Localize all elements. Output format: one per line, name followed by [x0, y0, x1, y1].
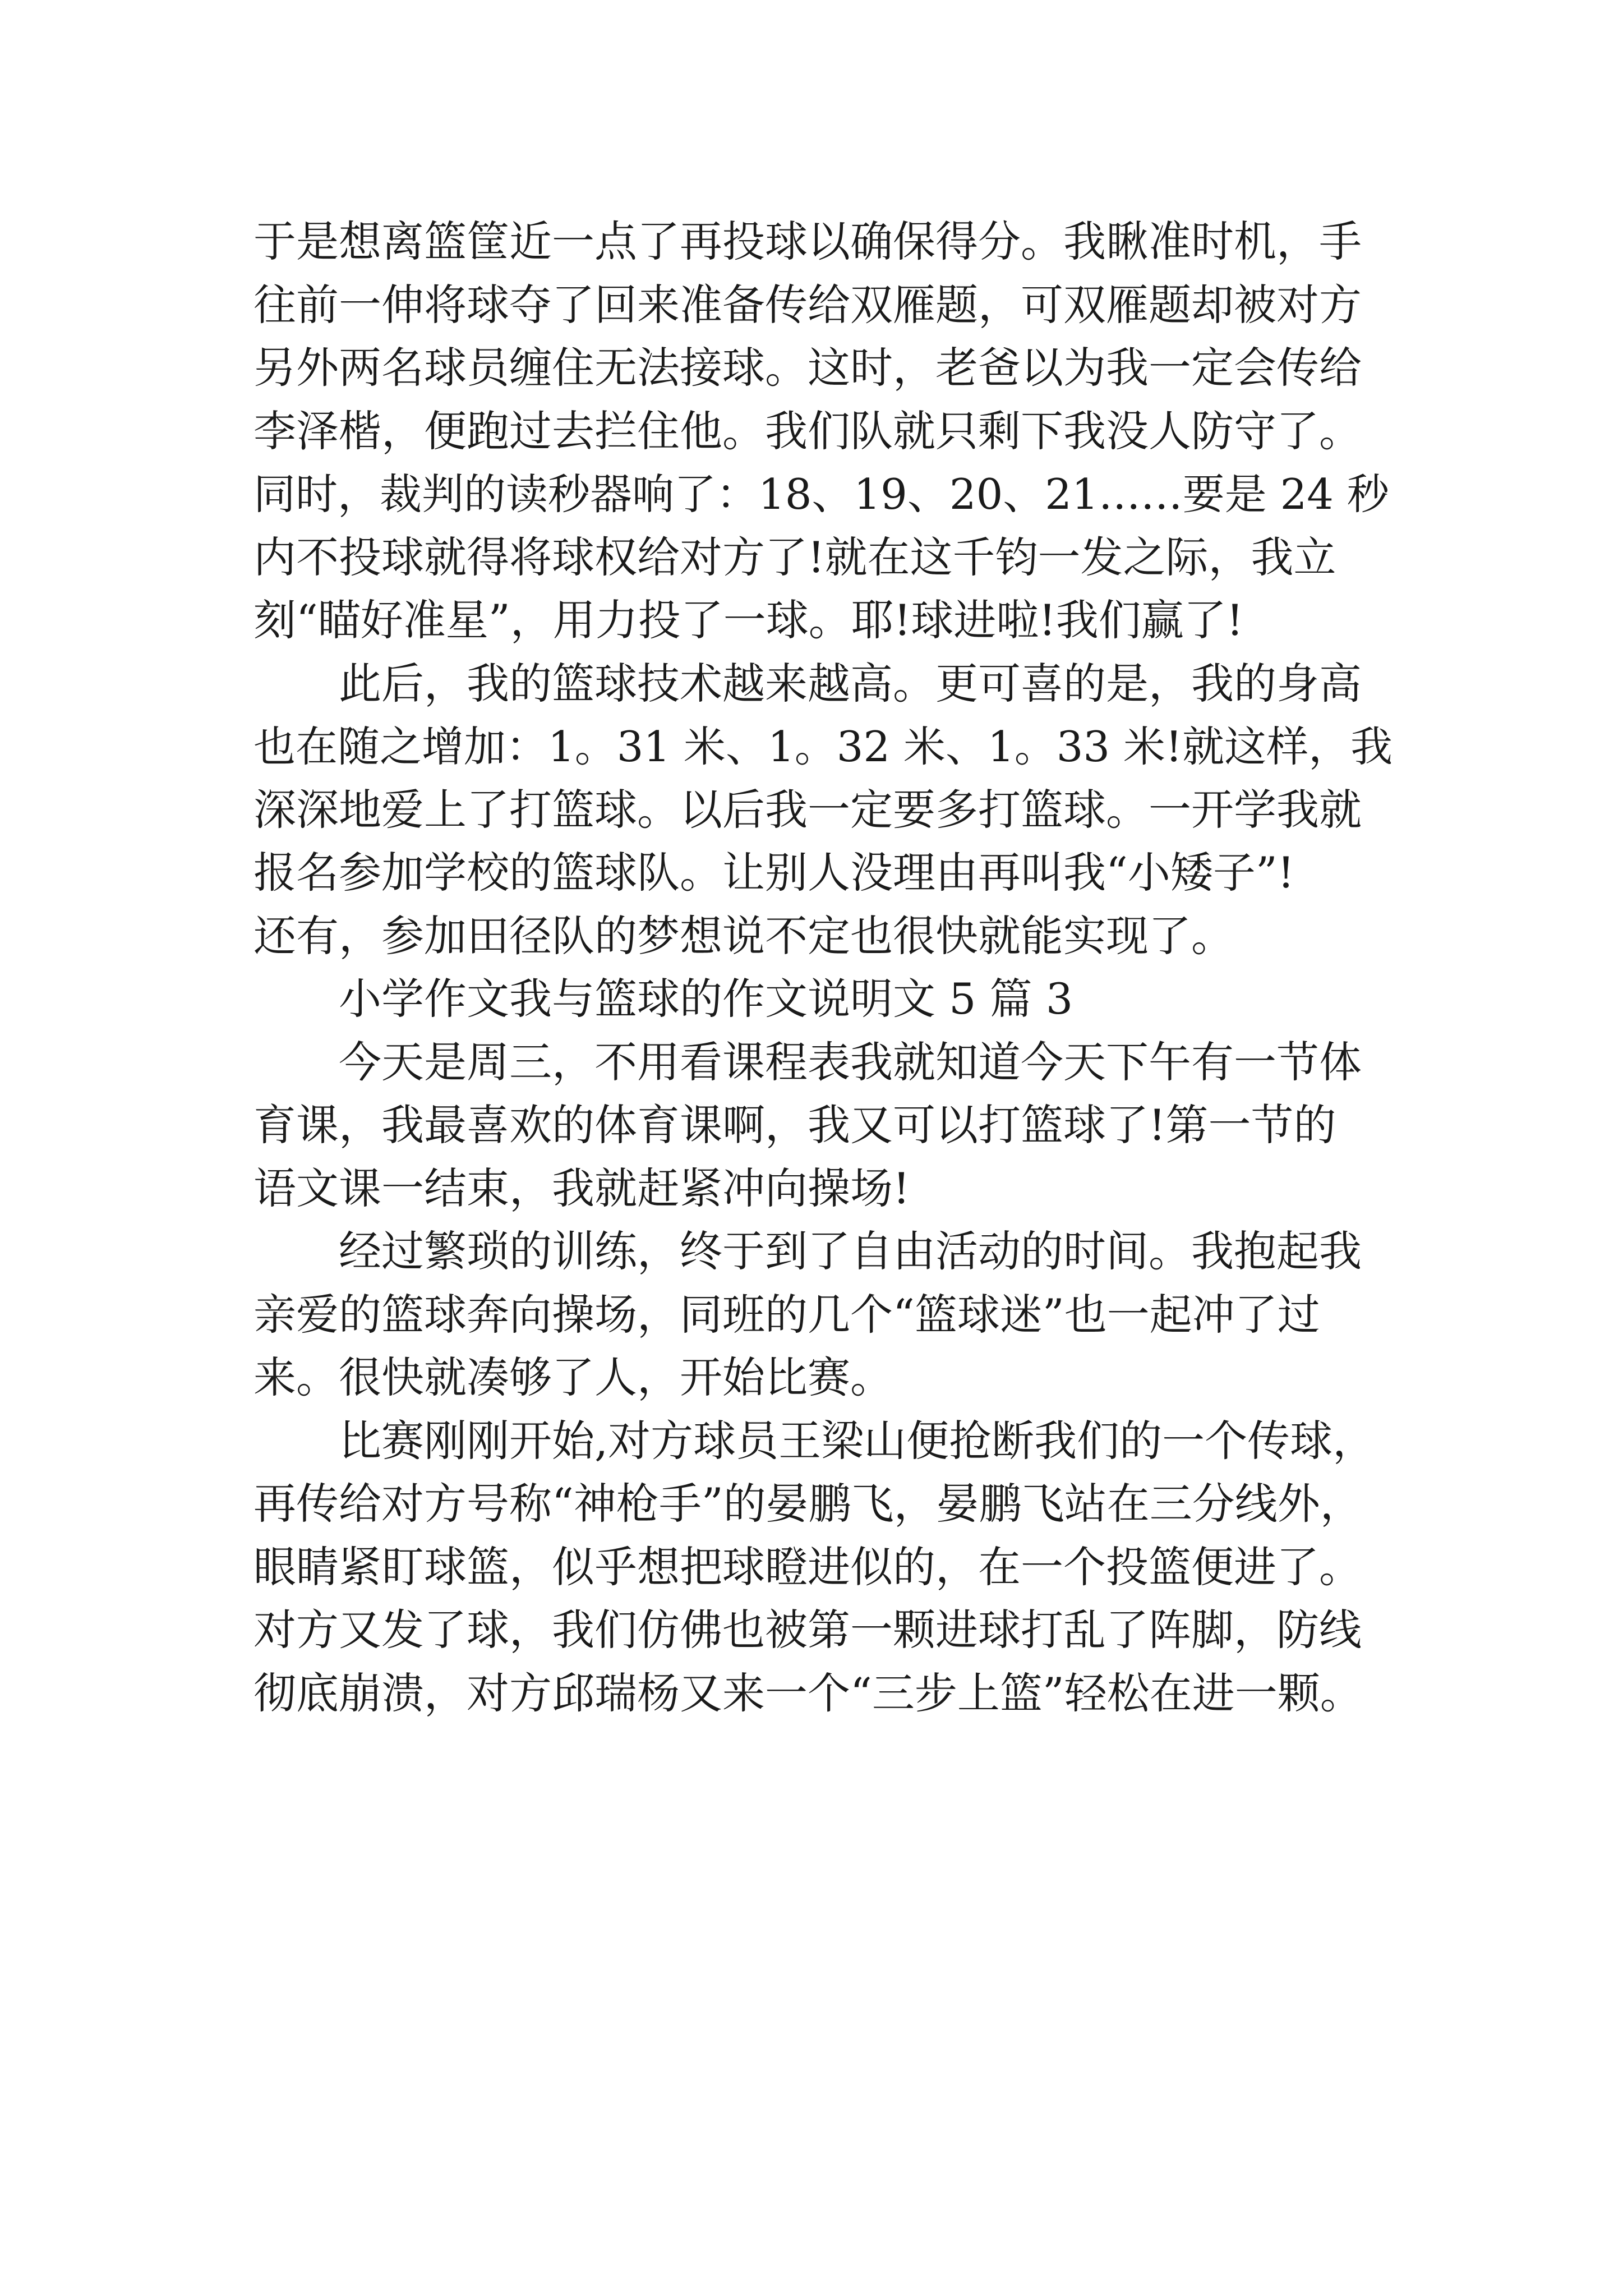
text-line: 眼睛紧盯球篮，似乎想把球瞪进似的，在一个投篮便进了。 — [253, 1542, 1362, 1592]
text-line: 另外两名球员缠住无法接球。这时，老爸以为我一定会传给 — [253, 343, 1362, 393]
text-line: 李泽楷，便跑过去拦住他。我们队就只剩下我没人防守了。 — [253, 406, 1362, 456]
text-line: 育课，我最喜欢的体育课啊，我又可以打篮球了!第一节的 — [253, 1100, 1336, 1150]
paragraph-start-line: 经过繁琐的训练，终于到了自由活动的时间。我抱起我 — [339, 1226, 1362, 1276]
text-line: 对方又发了球，我们仿佛也被第一颗进球打乱了阵脚，防线 — [253, 1605, 1362, 1655]
text-line: 同时，裁判的读秒器响了：18、19、20、21……要是 24 秒 — [253, 470, 1389, 519]
text-line: 深深地爱上了打篮球。以后我一定要多打篮球。一开学我就 — [253, 784, 1362, 835]
text-line: 刻“瞄好准星”，用力投了一球。耶!球进啦!我们赢了! — [253, 595, 1244, 645]
text-line: 还有，参加田径队的梦想说不定也很快就能实现了。 — [253, 910, 1234, 961]
text-line: 语文课一结束，我就赶紧冲向操场! — [253, 1163, 910, 1213]
paragraph-start-line: 此后，我的篮球技术越来越高。更可喜的是，我的身高 — [339, 658, 1362, 708]
text-line: 往前一伸将球夺了回来准备传给双雁题，可双雁题却被对方 — [253, 279, 1362, 330]
document-body — [253, 210, 1398, 1725]
paragraph-start-line: 今天是周三，不用看课程表我就知道今天下午有一节体 — [339, 1037, 1362, 1087]
text-line: 亲爱的篮球奔向操场，同班的几个“篮球迷”也一起冲了过 — [253, 1289, 1320, 1340]
text-line: 也在随之增加：1。31 米、1。32 米、1。33 米!就这样，我 — [253, 722, 1393, 771]
text-line: 再传给对方号称“神枪手”的晏鹏飞，晏鹏飞站在三分线外， — [253, 1479, 1363, 1529]
text-line: 报名参加学校的篮球队。让别人没理由再叫我“小矮子”! — [253, 848, 1295, 898]
paragraph-start-line: 比赛刚刚开始,对方球员王梁山便抢断我们的一个传球， — [339, 1415, 1376, 1466]
text-line: 内不投球就得将球权给对方了!就在这千钧一发之际，我立 — [253, 532, 1336, 582]
section-heading: 小学作文我与篮球的作文说明文 5 篇 3 — [339, 974, 1073, 1024]
text-line: 彻底崩溃，对方邱瑞杨又来一个“三步上篮”轻松在进一颗。 — [253, 1668, 1363, 1718]
text-line: 于是想离篮筐近一点了再投球以确保得分。我瞅准时机，手 — [253, 217, 1362, 266]
text-line: 来。很快就凑够了人，开始比赛。 — [253, 1352, 893, 1402]
